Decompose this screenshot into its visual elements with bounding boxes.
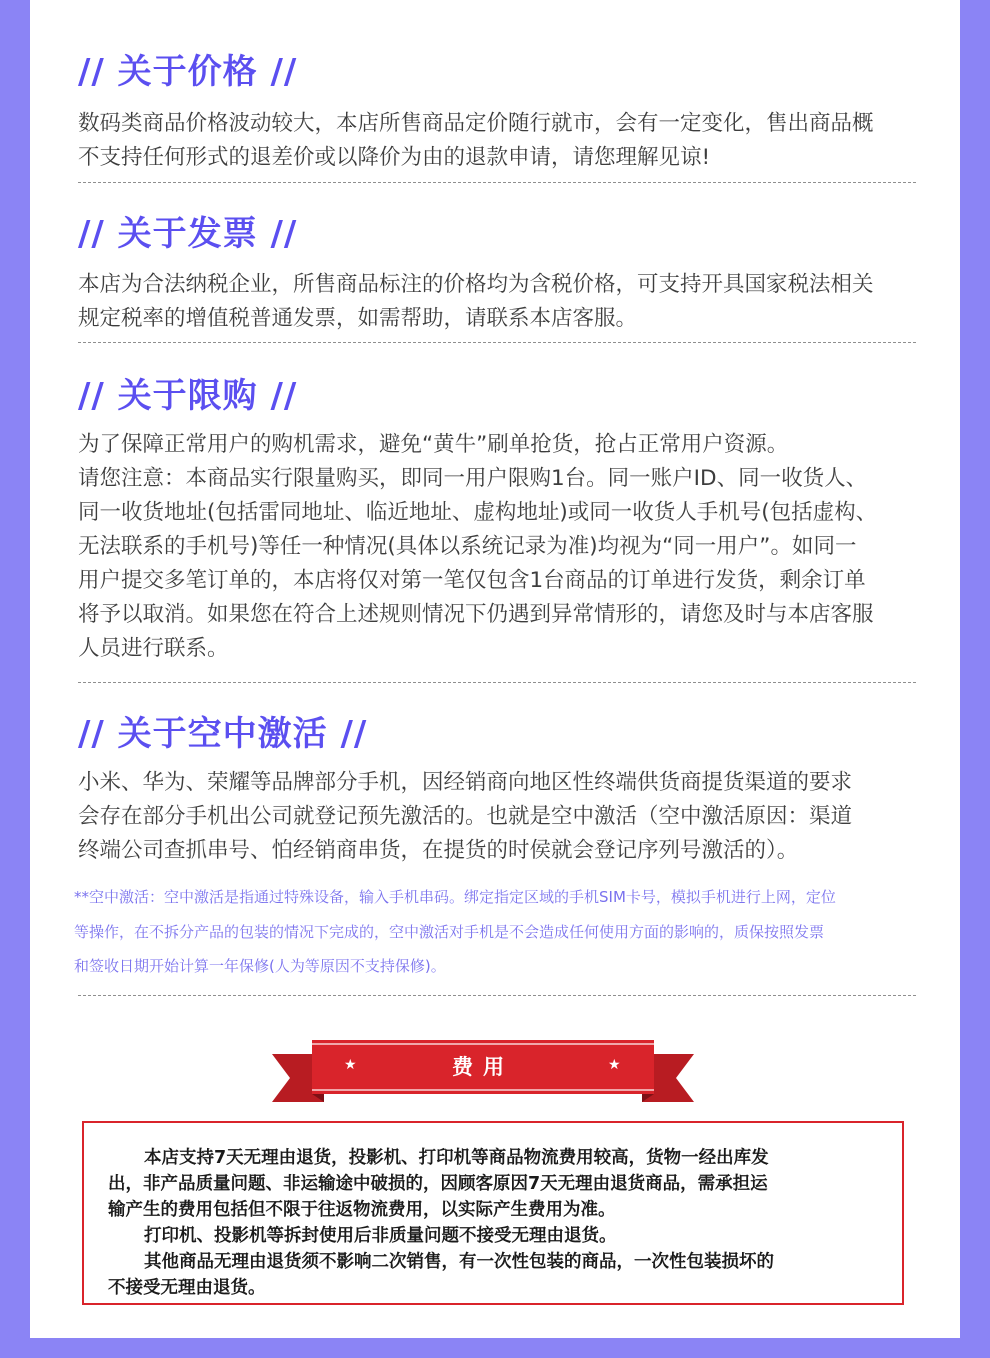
section-text-line: 会存在部分手机出公司就登记预先激活的。也就是空中激活（空中激活原因：渠道 <box>78 804 853 829</box>
fee-banner-label: 费用 <box>452 1055 514 1079</box>
section-air-activation <box>74 714 916 984</box>
divider <box>78 342 916 343</box>
section-text-line: 不支持任何形式的退差价或以降价为由的退款申请，请您理解见谅! <box>78 145 711 170</box>
section-text-line: 用户提交多笔订单的，本店将仅对第一笔仅包含1台商品的订单进行发货，剩余订单 <box>78 568 866 593</box>
section-purchase-limit <box>78 376 916 666</box>
section-price <box>78 52 916 175</box>
section-invoice <box>78 214 916 336</box>
star-icon: ★ <box>344 1057 357 1073</box>
section-text-line: 本店为合法纳税企业，所售商品标注的价格均为含税价格，可支持开具国家税法相关 <box>78 272 874 297</box>
divider <box>78 182 916 183</box>
section-text-line: 请您注意：本商品实行限量购买，即同一用户限购1台。同一账户ID、同一收货人、 <box>78 466 868 491</box>
policy-line: 本店支持7天无理由退货，投影机、打印机等商品物流费用较高，货物一经出库发 <box>144 1148 769 1168</box>
section-text-line: 为了保障正常用户的购机需求，避免“黄牛”刷单抢货，抢占正常用户资源。 <box>78 432 789 457</box>
policy-line: 打印机、投影机等拆封使用后非质量问题不接受无理由退货。 <box>144 1226 617 1246</box>
note-line: 和签收日期开始计算一年保修(人为等原因不支持保修)。 <box>74 957 446 975</box>
section-title: // 关于价格 // <box>78 52 298 92</box>
note-line: 等操作，在不拆分产品的包装的情况下完成的，空中激活对手机是不会造成任何使用方面的影响的，质保按照发票 <box>74 922 825 941</box>
section-text-line: 同一收货地址(包括雷同地址、临近地址、虚构地址)或同一收货人手机号(包括虚构、 <box>78 500 878 525</box>
section-text-line: 人员进行联系。 <box>78 636 229 661</box>
fee-policy-box <box>82 1121 904 1305</box>
section-text-line: 数码类商品价格波动较大，本店所售商品定价随行就市，会有一定变化，售出商品概 <box>78 111 874 136</box>
section-text-line: 无法联系的手机号)等任一种情况(具体以系统记录为准)均视为“同一用户”。如同一 <box>78 534 857 559</box>
divider <box>78 682 916 683</box>
section-text-line: 终端公司查抓串号、怕经销商串货，在提货的时侯就会登记序列号激活的）。 <box>78 838 799 863</box>
star-icon: ★ <box>608 1057 621 1073</box>
section-text-line: 将予以取消。如果您在符合上述规则情况下仍遇到异常情形的，请您及时与本店客服 <box>78 602 874 627</box>
note-line: **空中激活：空中激活是指通过特殊设备，输入手机串码。绑定指定区域的手机SIM卡号，模拟手机进行上网，定位 <box>74 888 836 906</box>
policy-line: 输产生的费用包括但不限于往返物流费用，以实际产生费用为准。 <box>108 1200 616 1220</box>
policy-line: 其他商品无理由退货须不影响二次销售，有一次性包装的商品，一次性包装损坏的 <box>144 1252 774 1272</box>
divider <box>78 995 916 996</box>
section-title: // 关于限购 // <box>78 376 298 416</box>
section-title: // 关于发票 // <box>78 214 298 254</box>
fee-ribbon-banner <box>272 1040 694 1108</box>
page <box>30 0 960 1338</box>
policy-line: 不接受无理由退货。 <box>108 1278 266 1298</box>
section-text-line: 小米、华为、荣耀等品牌部分手机，因经销商向地区性终端供货商提货渠道的要求 <box>78 770 853 795</box>
section-text-line: 规定税率的增值税普通发票，如需帮助，请联系本店客服。 <box>78 306 638 331</box>
policy-line: 出，非产品质量问题、非运输途中破损的，因顾客原因7天无理由退货商品，需承担运 <box>108 1174 768 1194</box>
section-title: // 关于空中激活 // <box>78 714 368 754</box>
